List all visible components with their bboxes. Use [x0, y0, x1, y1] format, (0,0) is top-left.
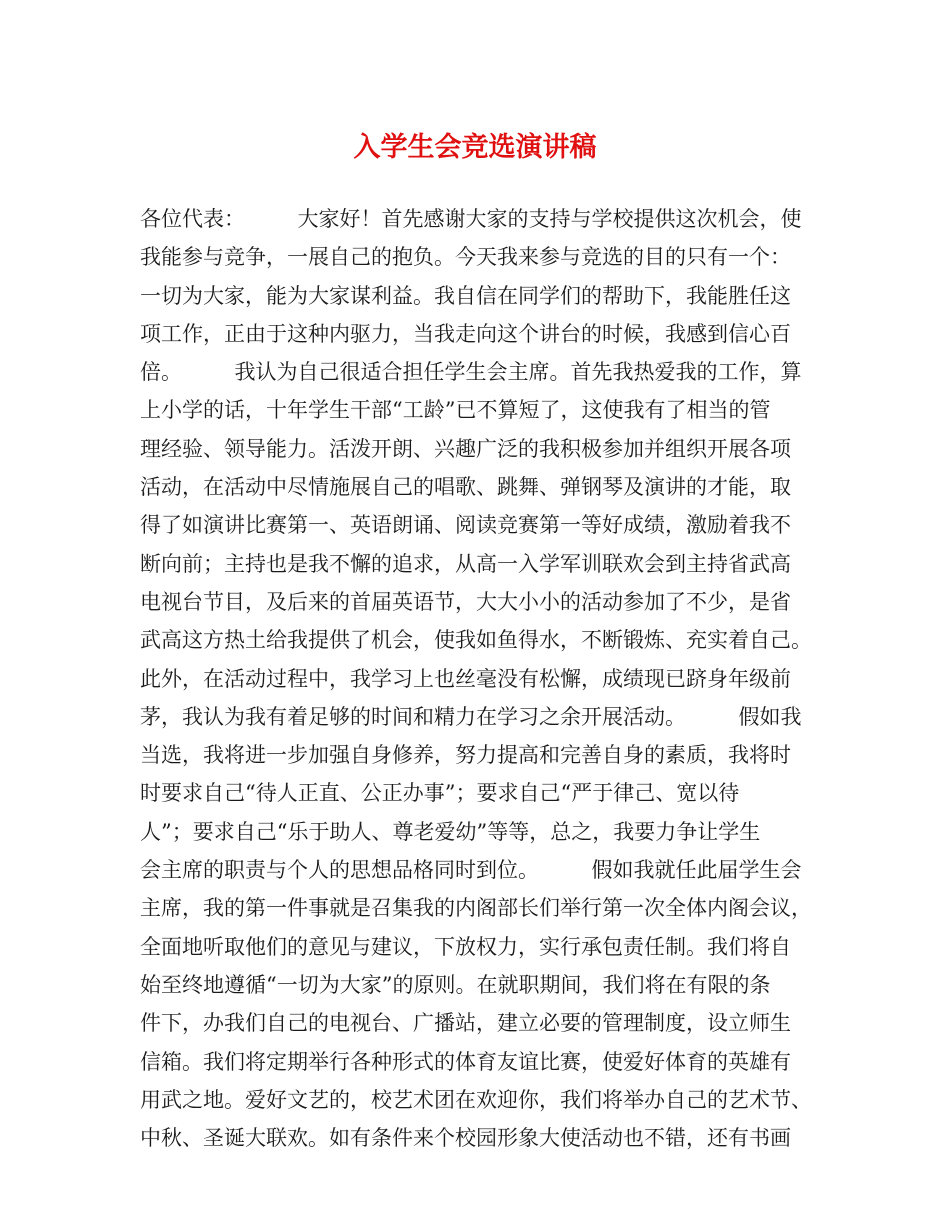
text-line: 武高这方热土给我提供了机会，使我如鱼得水，不断锻炼、充实着自己。 — [140, 628, 812, 653]
text-line: 时要求自己“待人正直、公正办事”；要求自己“严于律己、宽以待 — [140, 781, 740, 806]
text-line: 项工作，正由于这种内驱力，当我走向这个讲台的时候，我感到信心百 — [140, 321, 791, 346]
text-line: 一切为大家，能为大家谋利益。我自信在同学们的帮助下，我能胜任这 — [140, 283, 791, 308]
text-line: 信箱。我们将定期举行各种形式的体育友谊比赛，使爱好体育的英雄有 — [140, 1049, 791, 1074]
text-line: 会主席的职责与个人的思想品格同时到位。 假如我就任此届学生会 — [140, 858, 802, 883]
text-line: 全面地听取他们的意见与建议，下放权力，实行承包责任制。我们将自 — [140, 934, 791, 959]
text-line: 理经验、领导能力。活泼开朗、兴趣广泛的我积极参加并组织开展各项 — [140, 436, 791, 461]
text-line: 断向前；主持也是我不懈的追求，从高一入学军训联欢会到主持省武高 — [140, 551, 791, 576]
text-line: 主席，我的第一件事就是召集我的内阁部长们举行第一次全体内阁会议， — [140, 896, 812, 921]
text-line: 当选，我将进一步加强自身修养，努力提高和完善自身的素质，我将时 — [140, 743, 791, 768]
text-line: 此外，在活动过程中，我学习上也丝毫没有松懈，成绩现已跻身年级前 — [140, 666, 791, 691]
text-line: 电视台节目，及后来的首届英语节，大大小小的活动参加了不少，是省 — [140, 589, 791, 614]
text-line: 中秋、圣诞大联欢。如有条件来个校园形象大使活动也不错，还有书画 — [140, 1126, 791, 1151]
text-line: 倍。 我认为自己很适合担任学生会主席。首先我热爱我的工作，算 — [140, 360, 802, 385]
text-line: 活动，在活动中尽情施展自己的唱歌、跳舞、弹钢琴及演讲的才能，取 — [140, 475, 791, 500]
text-line: 茅，我认为我有着足够的时间和精力在学习之余开展活动。 假如我 — [140, 704, 802, 729]
text-line: 得了如演讲比赛第一、英语朗诵、阅读竞赛第一等好成绩，激励着我不 — [140, 513, 791, 538]
document-body — [140, 200, 830, 1157]
text-line: 我能参与竞争，一展自己的抱负。今天我来参与竞选的目的只有一个： — [140, 245, 791, 270]
text-line: 各位代表： 大家好！首先感谢大家的支持与学校提供这次机会，使 — [140, 207, 802, 231]
document-title: 入学生会竞选演讲稿 — [353, 132, 597, 163]
text-line: 人”；要求自己“乐于助人、尊老爱幼”等等，总之，我要力争让学生 — [140, 819, 761, 844]
text-line: 用武之地。爱好文艺的，校艺术团在欢迎你，我们将举办自己的艺术节、 — [140, 1087, 812, 1112]
text-line: 上小学的话，十年学生干部“工龄”已不算短了，这使我有了相当的管 — [140, 398, 771, 423]
text-line: 始至终地遵循“一切为大家”的原则。在就职期间，我们将在有限的条 — [140, 972, 771, 997]
text-line: 件下，办我们自己的电视台、广播站，建立必要的管理制度，设立师生 — [140, 1011, 791, 1036]
